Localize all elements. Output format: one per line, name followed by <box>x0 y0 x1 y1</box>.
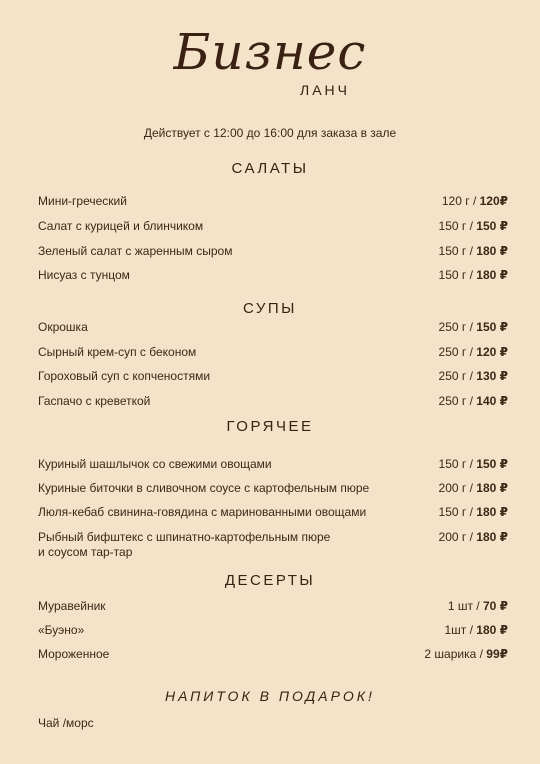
item-name: Муравейник <box>38 599 106 613</box>
gift-item-name: Чай /морс <box>38 716 94 730</box>
item-price: 150 г / 180 ₽ <box>438 244 508 258</box>
item-name: Сырный крем-суп с беконом <box>38 345 197 359</box>
item-price: 120 г / 120₽ <box>441 194 508 208</box>
validity-note: Действует с 12:00 до 16:00 для заказа в зале <box>143 126 397 140</box>
item-name: Салат с курицей и блинчиком <box>38 219 204 233</box>
item-name: Мини-греческий <box>38 194 127 208</box>
item-name: Рыбный бифштекс с шпинатно-картофельным пюре <box>38 530 331 544</box>
item-price: 250 г / 120 ₽ <box>438 345 508 359</box>
item-price: 250 г / 130 ₽ <box>438 369 508 383</box>
item-name: Куриные биточки в сливочном соусе с картофельным пюре <box>38 481 370 495</box>
section-title-soups: СУПЫ <box>243 300 297 317</box>
item-price: 250 г / 150 ₽ <box>438 320 508 334</box>
item-name: «Буэно» <box>38 623 85 637</box>
item-price: 150 г / 150 ₽ <box>438 457 508 471</box>
section-title-desserts: ДЕСЕРТЫ <box>224 572 316 589</box>
item-price: 1 шт / 70 ₽ <box>447 599 508 613</box>
item-price: 200 г / 180 ₽ <box>438 530 508 544</box>
item-price: 150 г / 180 ₽ <box>438 268 508 282</box>
item-price: 2 шарика / 99₽ <box>424 647 508 661</box>
item-price: 200 г / 180 ₽ <box>438 481 508 495</box>
item-name: Люля-кебаб свинина-говядина с маринованными овощами <box>38 505 367 519</box>
item-name: Нисуаз с тунцом <box>38 268 130 282</box>
item-name: Куриный шашлычок со свежими овощами <box>38 457 272 471</box>
item-price: 1шт / 180 ₽ <box>444 623 508 637</box>
menu-subtitle: ЛАНЧ <box>300 82 350 98</box>
item-name: Гороховый суп с копченостями <box>38 369 211 383</box>
section-title-salads: САЛАТЫ <box>231 160 309 177</box>
item-name: Окрошка <box>38 320 88 334</box>
item-name: Гаспачо с креветкой <box>38 394 151 408</box>
item-name: Мороженное <box>38 647 110 661</box>
item-name-line2: и соусом тар-тар <box>38 545 133 559</box>
menu-title: Бизнес <box>173 23 367 81</box>
item-name: Зеленый салат с жаренным сыром <box>38 244 233 258</box>
item-price: 250 г / 140 ₽ <box>438 394 508 408</box>
item-price: 150 г / 180 ₽ <box>438 505 508 519</box>
section-title-hot: ГОРЯЧЕЕ <box>226 418 314 435</box>
item-price: 150 г / 150 ₽ <box>438 219 508 233</box>
gift-title: НАПИТОК В ПОДАРОК! <box>165 688 375 704</box>
